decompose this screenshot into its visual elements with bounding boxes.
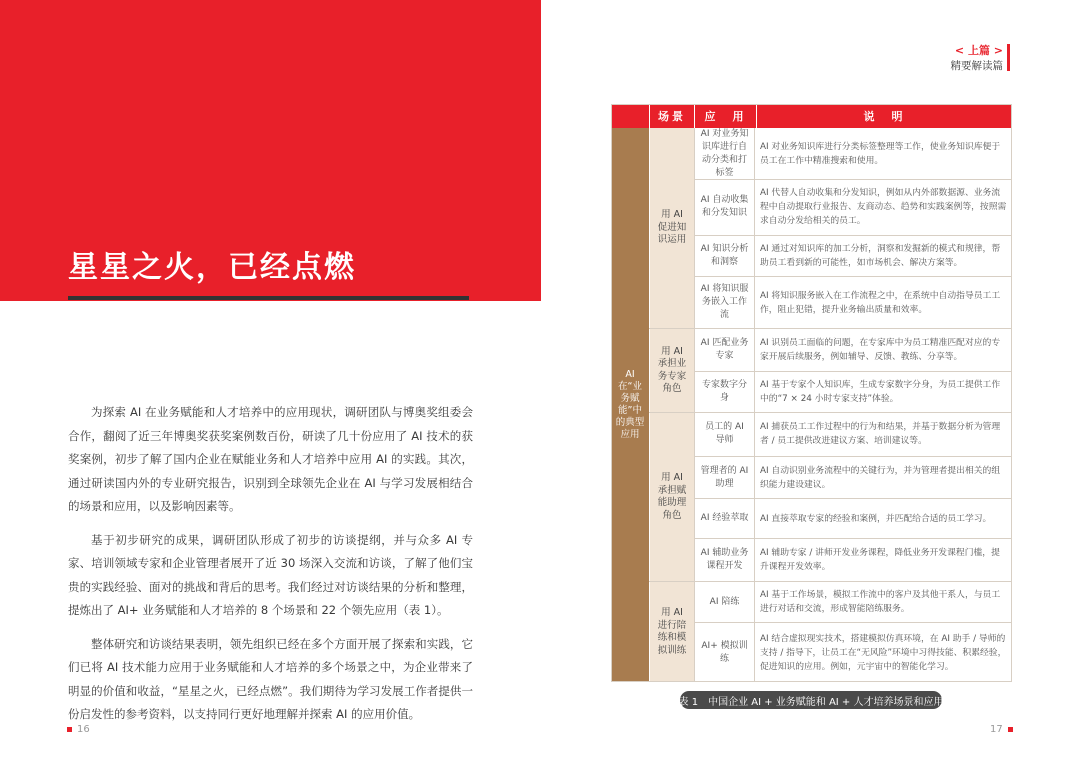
table-caption: 表 1 中国企业 AI + 业务赋能和 AI + 人才培养场景和应用 (680, 691, 942, 709)
table-row (694, 498, 1012, 538)
desc-cell: AI 直接萃取专家的经验和案例，并匹配给合适的员工学习。 (760, 513, 992, 524)
table-row (694, 622, 1012, 682)
scene-group (649, 128, 1012, 329)
desc-cell: AI 结合虚拟现实技术，搭建模拟仿真环境，在 AI 助手 / 导师的支持 / 指导下，让员工在“无风险”环境中习得技能、积累经验，促进知识的应用。例如，元宇宙中的智能化学习。 (760, 633, 1007, 672)
app-cell: 专家数字分身 (694, 372, 755, 412)
app-cell: 员工的 AI 导师 (694, 413, 755, 456)
table-row (694, 538, 1012, 581)
desc-cell: AI 基于专家个人知识库，生成专家数字分身，为员工提供工作中的“7 × 24 小时专家支持”体验。 (760, 380, 1001, 405)
table-row (694, 582, 1012, 622)
app-cell: AI 知识分析和洞察 (694, 236, 755, 277)
desc-cell: AI 基于工作场景，模拟工作流中的客户及其他干系人，与员工进行对话和交流，形成智能陪练服务。 (760, 590, 1001, 614)
section-header (946, 44, 1003, 74)
scene-group (649, 413, 1012, 582)
scene-cell: 用 AI 承担业务专家角色 (649, 329, 694, 412)
table-row (694, 276, 1012, 328)
app-cell: AI 对业务知识库进行自动分类和打标签 (694, 128, 755, 179)
app-cell: AI 经验萃取 (694, 499, 755, 538)
table-row (694, 371, 1012, 412)
scene-cell: 用 AI 促进知识运用 (649, 128, 694, 328)
scene-cell: 用 AI 进行陪练和模拟训练 (649, 582, 694, 682)
desc-cell: AI 将知识服务嵌入在工作流程之中，在系统中自动指导员工工作，阻止犯错，提升业务输出质量和效率。 (760, 290, 1001, 315)
page-marker-icon (67, 727, 72, 732)
applications-table (611, 104, 1012, 682)
page-title: 星星之火，已经点燃 (68, 250, 356, 285)
app-cell: AI 自动收集和分发知识 (694, 180, 755, 235)
header-scene: 场景 (649, 104, 694, 128)
desc-cell: AI 识别员工面临的问题，在专家库中为员工精准匹配对应的专家开展后续服务，例如辅导、反馈、教练、分享等。 (760, 338, 1001, 363)
paragraph-1: 为探索 AI 在业务赋能和人才培养中的应用现状，调研团队与博奥奖组委会合作，翻阅了近三年博奥奖获奖案例数百份，研读了几十份应用了 AI 技术的获奖案例，初步了解了国内企业在赋能业务和人才培养中应用 AI 的实践。其次，通过研读国内外的专业研究报告，识别到全球领先企业在 AI 与学习发展相结合的场景和应用，以及影响因素等。 (68, 405, 473, 513)
page-number-left (67, 724, 90, 735)
desc-cell: AI 代替人自动收集和分发知识，例如从内外部数据源、业务流程中自动提取行业报告、友商动态、趋势和实践案例等，按照需求自动分发给相关的员工。 (760, 188, 1007, 227)
app-cell: AI 匹配业务专家 (694, 329, 755, 371)
paragraph-2: 基于初步研究的成果，调研团队形成了初步的访谈提纲，并与众多 AI 专家、培训领域专家和企业管理者展开了近 30 场深入交流和访谈，了解了他们宝贵的实践经验、面对的挑战和背后的思考。我们经过对访谈结果的分析和整理，提炼出了 AI+ 业务赋能和人才培养的 8 个场景和 22 个领先应用（表 1）。 (68, 532, 473, 617)
scene-group (649, 582, 1012, 682)
table-row (694, 329, 1012, 371)
header-blank (611, 104, 649, 128)
page-number-text: 16 (77, 724, 90, 735)
app-cell: 管理者的 AI 助理 (694, 457, 755, 499)
table-body (611, 128, 1012, 682)
desc-cell: AI 对业务知识库进行分类标签整理等工作，使业务知识库便于员工在工作中精准搜索和使用。 (760, 141, 1001, 166)
desc-cell: AI 辅助专家 / 讲师开发业务课程，降低业务开发课程门槛，提升课程开发效率。 (760, 548, 1000, 573)
table-row (694, 456, 1012, 499)
section-bar (1007, 44, 1010, 71)
main-category: AI 在“业务赋能”中的典型应用 (611, 128, 649, 682)
page-number-right (990, 724, 1013, 735)
desc-cell: AI 通过对知识库的加工分析，洞察和发掘新的模式和规律，帮助员工看到新的可能性，如市场机会、解决方案等。 (760, 243, 1001, 268)
desc-cell: AI 捕获员工工作过程中的行为和结果，并基于数据分析为管理者 / 员工提供改进建议方案、培训建议等。 (760, 422, 1001, 447)
page-number-text: 17 (990, 724, 1003, 735)
app-cell: AI 陪练 (694, 582, 755, 622)
desc-cell: AI 自动识别业务流程中的关键行为，并为管理者提出相关的组织能力建设建议。 (760, 465, 1001, 490)
section-label: < 上篇 > (954, 44, 1003, 57)
scene-group (649, 329, 1012, 413)
header-app: 应 用 (694, 104, 756, 128)
table-row (694, 179, 1012, 235)
table-row (694, 128, 1012, 179)
app-cell: AI 辅助业务课程开发 (694, 539, 755, 581)
table-row (694, 235, 1012, 277)
app-cell: AI+ 模拟训练 (694, 623, 755, 682)
body-text (68, 401, 473, 737)
page-marker-icon (1008, 727, 1013, 732)
table-row (694, 413, 1012, 456)
table-header (611, 104, 1012, 128)
app-cell: AI 将知识服务嵌入工作流 (694, 277, 755, 328)
scene-cell: 用 AI 承担赋能助理角色 (649, 413, 694, 581)
paragraph-3: 整体研究和访谈结果表明，领先组织已经在多个方面开展了探索和实践，它们已将 AI 技术能力应用于业务赋能和人才培养的多个场景之中，为企业带来了明显的价值和收益，“星星之火，已经点燃”。我们期待为学习发展工作者提供一份启发性的参考资料，以支持同行更好地理解并探索 AI 的应用价值。 (68, 636, 473, 721)
title-underline (68, 296, 469, 300)
header-desc: 说 明 (756, 104, 1012, 128)
section-title: 精要解读篇 (950, 60, 1003, 72)
